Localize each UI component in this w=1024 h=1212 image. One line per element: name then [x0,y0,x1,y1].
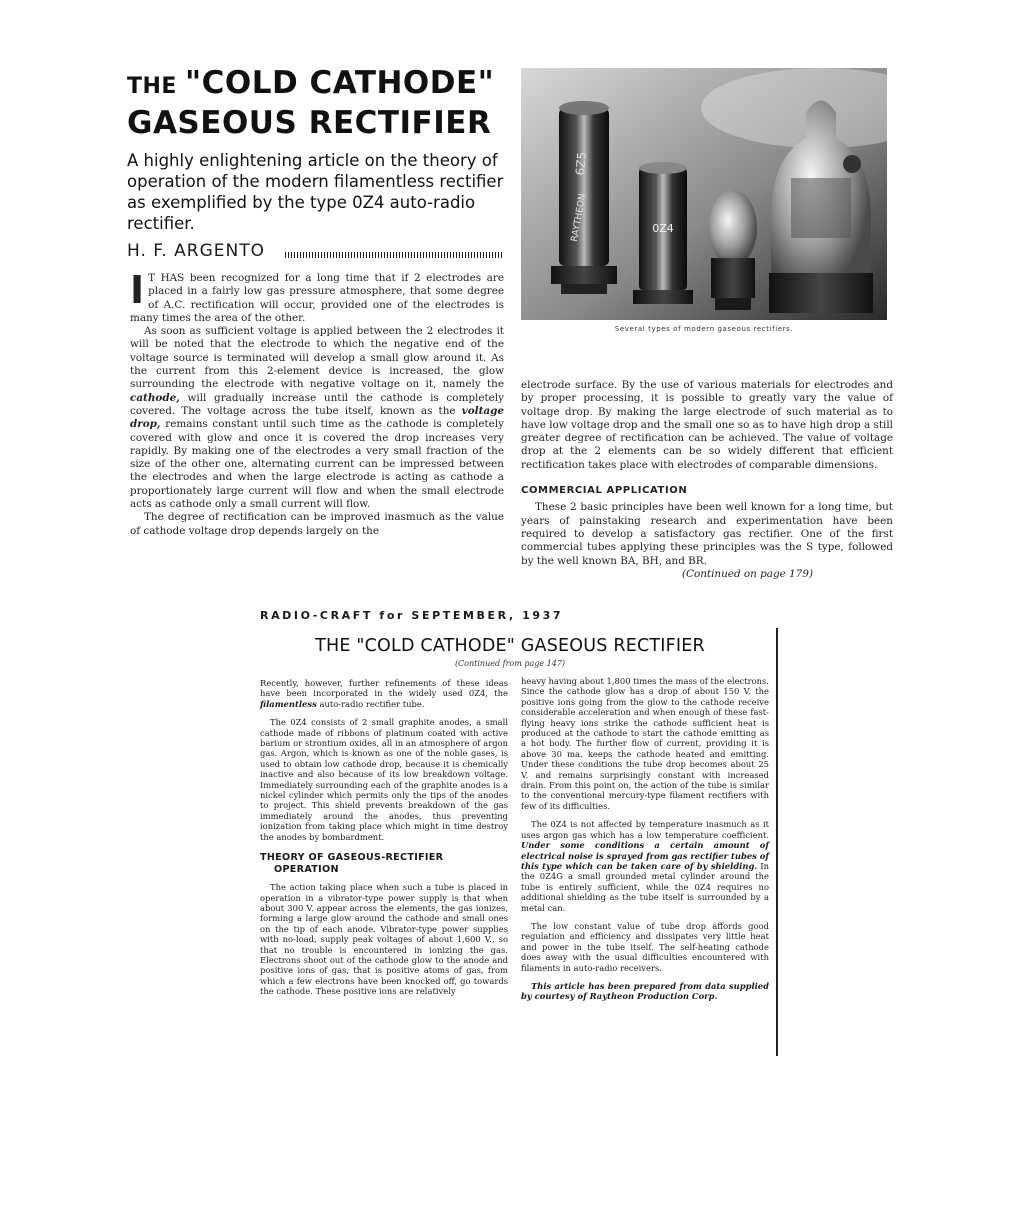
section-heading-line: OPERATION [274,864,339,876]
tube-photo-illustration [521,68,887,320]
paragraph [130,511,504,538]
emphasis-cathode: cathode, [130,391,180,404]
paragraph-text: As soon as sufficient voltage is applied between the 2 electrodes it will be noted that the electrode to which the negative end of the voltage source is terminated will develop a small glow around it. As the current from this 2-element device is increased, the glow surrounding the electrode with negative voltage on it, namely the [130,325,504,391]
drop-cap: I [130,268,145,312]
paragraph-text: Recently, however, further refinements of these ideas have been incorporated in the widely used 0Z4, the [260,678,508,699]
paragraph: The action taking place when such a tube is placed in operation in a vibrator-type power supply is that when about 300 V. appear across the elements, the gas ionizes, forming a large glow around the cathode and small ones on the tip of each anode. Vibrator-type power supplies with no-load, supply peak voltages of about 1,600 V., so that no trouble is encountered in ionizing the gas. Electrons shoot out of the cathode glow to the anode and positive ions of gas, that is positive atoms of gas, from which a few electrons have been knocked off, go towards the cathode. These positive ions are relatively [260,882,508,997]
paragraph-text: The 0Z4 is not affected by temperature inasmuch as it uses argon gas which has a low temperature coefficient. [521,819,769,840]
section-heading-commercial-application: COMMERCIAL APPLICATION [521,485,688,497]
continuation-column-2 [521,676,769,1010]
column-rule [776,628,778,1056]
paragraph: electrode surface. By the use of various materials for electrodes and by proper processing, it is possible to greatly vary the value of voltage drop. By making the large electrode of such material as to have low voltage drop and the small one so as to have high drop a still greater degree of rectification can be achieved. The value of voltage drop at the 2 elements can be so widely different that efficient rectification takes place with electrodes of comparable dimensions. [521,379,893,471]
paragraph-text: The degree of rectification can be improved inasmuch as the value of cathode voltage drop depends largely on the [130,511,504,537]
credit-note: This article has been prepared from data supplied by courtesy of Raytheon Production Corp. [521,980,769,1002]
emphasis-voltage-drop: voltage drop, [130,404,504,431]
paragraph: The 0Z4 consists of 2 small graphite anodes, a small cathode made of ribbons of platinum coated with active barium or strontium oxides, all in an atmosphere of argon gas. Argon, which is known as one of the noble gases, is used to obtain low cathode drop, because it is chemically inactive and also because of its low breakdown voltage. Immediately surrounding each of the graphite anodes is a nickel cylinder which permits only the tips of the anodes to project. This shield prevents breakdown of the gas immediately around the anodes, thus preventing ionization from taking place which might in time destroy the anodes by bombardment. [260,717,508,842]
emphasis-filamentless: filamentless [260,698,317,709]
paragraph [130,268,504,325]
photo-caption: Several types of modern gaseous rectifiers. [614,325,794,333]
paragraph [260,678,508,709]
byline-rule [285,252,504,258]
paragraph: heavy having about 1,800 times the mass of the electrons. Since the cathode glow has a drop of about 150 V. the positive ions going from the glow to the cathode receive considerable acceleration and when enough of these fast-flying heavy ions strike the cathode sufficient heat is produced at the cathode to start the cathode emitting as a hot body. The further flow of current, providing it is above 30 ma. keeps the cathode heated and emitting. Under these conditions the tube drop becomes about 25 V. and remains surprisingly constant with increased drain. From this point on, the action of the tube is similar to the conventional mercury-type filament rectifiers with few of its difficulties. [521,676,769,811]
author-byline: H. F. ARGENTO [127,241,265,261]
magazine-footer: RADIO-CRAFT for SEPTEMBER, 1937 [260,609,564,622]
continuation-title: THE "COLD CATHODE" GASEOUS RECTIFIER [315,636,705,656]
paragraph [521,819,769,913]
article-subtitle: A highly enlightening article on the theory of operation of the modern filamentless rectifier as exemplified by the type 0Z4 auto-radio rectifier. [127,151,504,233]
title-the: THE [127,74,177,99]
tube-brand-label: RAYTHEON [569,192,589,243]
tube-label-6z5: 6Z5 [573,151,590,176]
paragraph-text: auto-radio rectifier tube. [316,698,425,709]
paragraph-text: will gradually increase until the cathode is completely covered. The voltage across the tube itself, known as the [130,391,504,417]
article-column-2 [521,379,893,581]
article-title-line2: GASEOUS RECTIFIER [127,105,492,141]
article-title-line1 [127,65,495,101]
paragraph-text: T HAS been recognized for a long time that if 2 electrodes are placed in a fairly low gas pressure atmosphere, that some degree of A.C. rectification will occur, provided one of the electrodes is many times the area of the other. [130,272,504,324]
title-cold-cathode: "COLD CATHODE" [184,65,495,101]
article-column-1 [130,268,504,538]
tube-photo [521,68,887,320]
paragraph-text: remains constant until such time as the cathode is completely covered with glow and once it is covered the drop increases very rapidly. By making one of the electrodes a very small fraction of the size of the other one, alternating current can be impressed between the electrodes and when the large electrode is acting as cathode a proportionately large current will flow and when the small electrode acts as cathode only a small current will flow. [130,418,504,511]
continued-note: (Continued on page 179) [681,567,813,580]
paragraph: These 2 basic principles have been well known for a long time, but years of painstaking research and experimentation have been required to develop a satisfactory gas rectifier. One of the first commercial tubes applying these principles was the S type, followed by the well known BA, BH, and BR. [521,501,893,567]
tube-label-0z4: 0Z4 [652,222,674,235]
paragraph: The low constant value of tube drop affords good regulation and efficiency and dissipates very little heat and power in the tube itself. The self-heating cathode does away with the usual difficulties encountered with filaments in auto-radio receivers. [521,920,769,973]
paragraph-text: In the 0Z4G a small grounded metal cylinder around the tube is entirely sufficient, while the 0Z4 requires no additional shielding as the tube itself is surrounded by a metal can. [521,860,769,913]
emphasis-noise: Under some conditions a certain amount of electrical noise is sprayed from gas rectifier tubes of this type which can be taken care of by shielding. [521,840,769,871]
continuation-column-1 [260,678,508,1005]
continued-from-note: (Continued from page 147) [454,659,566,668]
section-heading-theory [260,852,508,876]
section-heading-line: THEORY OF GASEOUS-RECTIFIER [260,852,444,864]
paragraph [130,325,504,511]
